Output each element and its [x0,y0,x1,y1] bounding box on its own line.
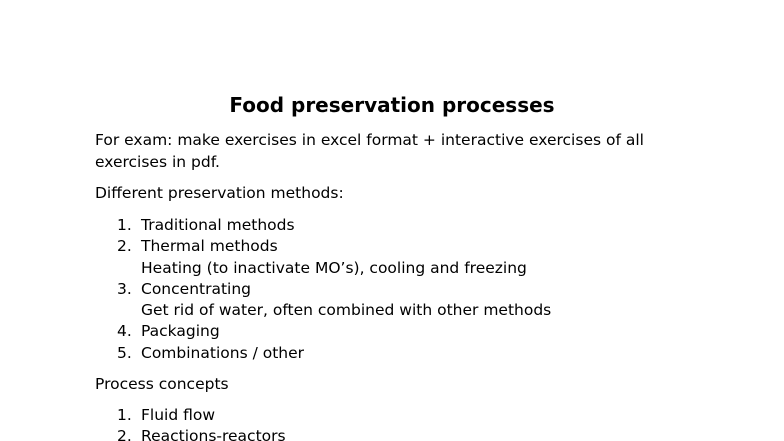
list-item-number: 5. [117,343,132,362]
list-item-label: Packaging [141,322,220,341]
list-item-label: Reactions-reactors [141,427,286,441]
list-item-number: 1. [117,406,132,424]
list-item-number: 4. [117,322,132,341]
list-item-number: 2. [117,427,132,441]
list-item [95,426,695,441]
list-item [95,279,695,322]
list-item [95,343,695,364]
list-item [95,321,695,342]
list-item-label: Concentrating [141,279,252,298]
list-item-label: Traditional methods [141,216,295,234]
methods-heading: Different preservation methods: [95,184,344,202]
list-item-detail: Heating (to inactivate MO’s), cooling and freezing [141,258,527,277]
list-item-number: 2. [117,237,132,256]
list-item [95,236,695,279]
preservation-methods-list [95,215,695,364]
list-item [95,405,695,426]
list-item [95,215,695,236]
document-title: Food preservation processes [229,93,555,117]
list-item-number: 3. [117,279,132,298]
list-item-label: Thermal methods [141,237,278,256]
list-item-number: 1. [117,216,132,234]
concepts-heading: Process concepts [95,375,229,393]
process-concepts-list [95,405,695,441]
list-item-label: Fluid flow [141,406,216,424]
exam-note: For exam: make exercises in excel format + interactive exercises of all exercises in pdf. [95,131,644,171]
list-item-label: Combinations / other [141,343,305,362]
list-item-detail: Get rid of water, often combined with other methods [141,301,552,320]
